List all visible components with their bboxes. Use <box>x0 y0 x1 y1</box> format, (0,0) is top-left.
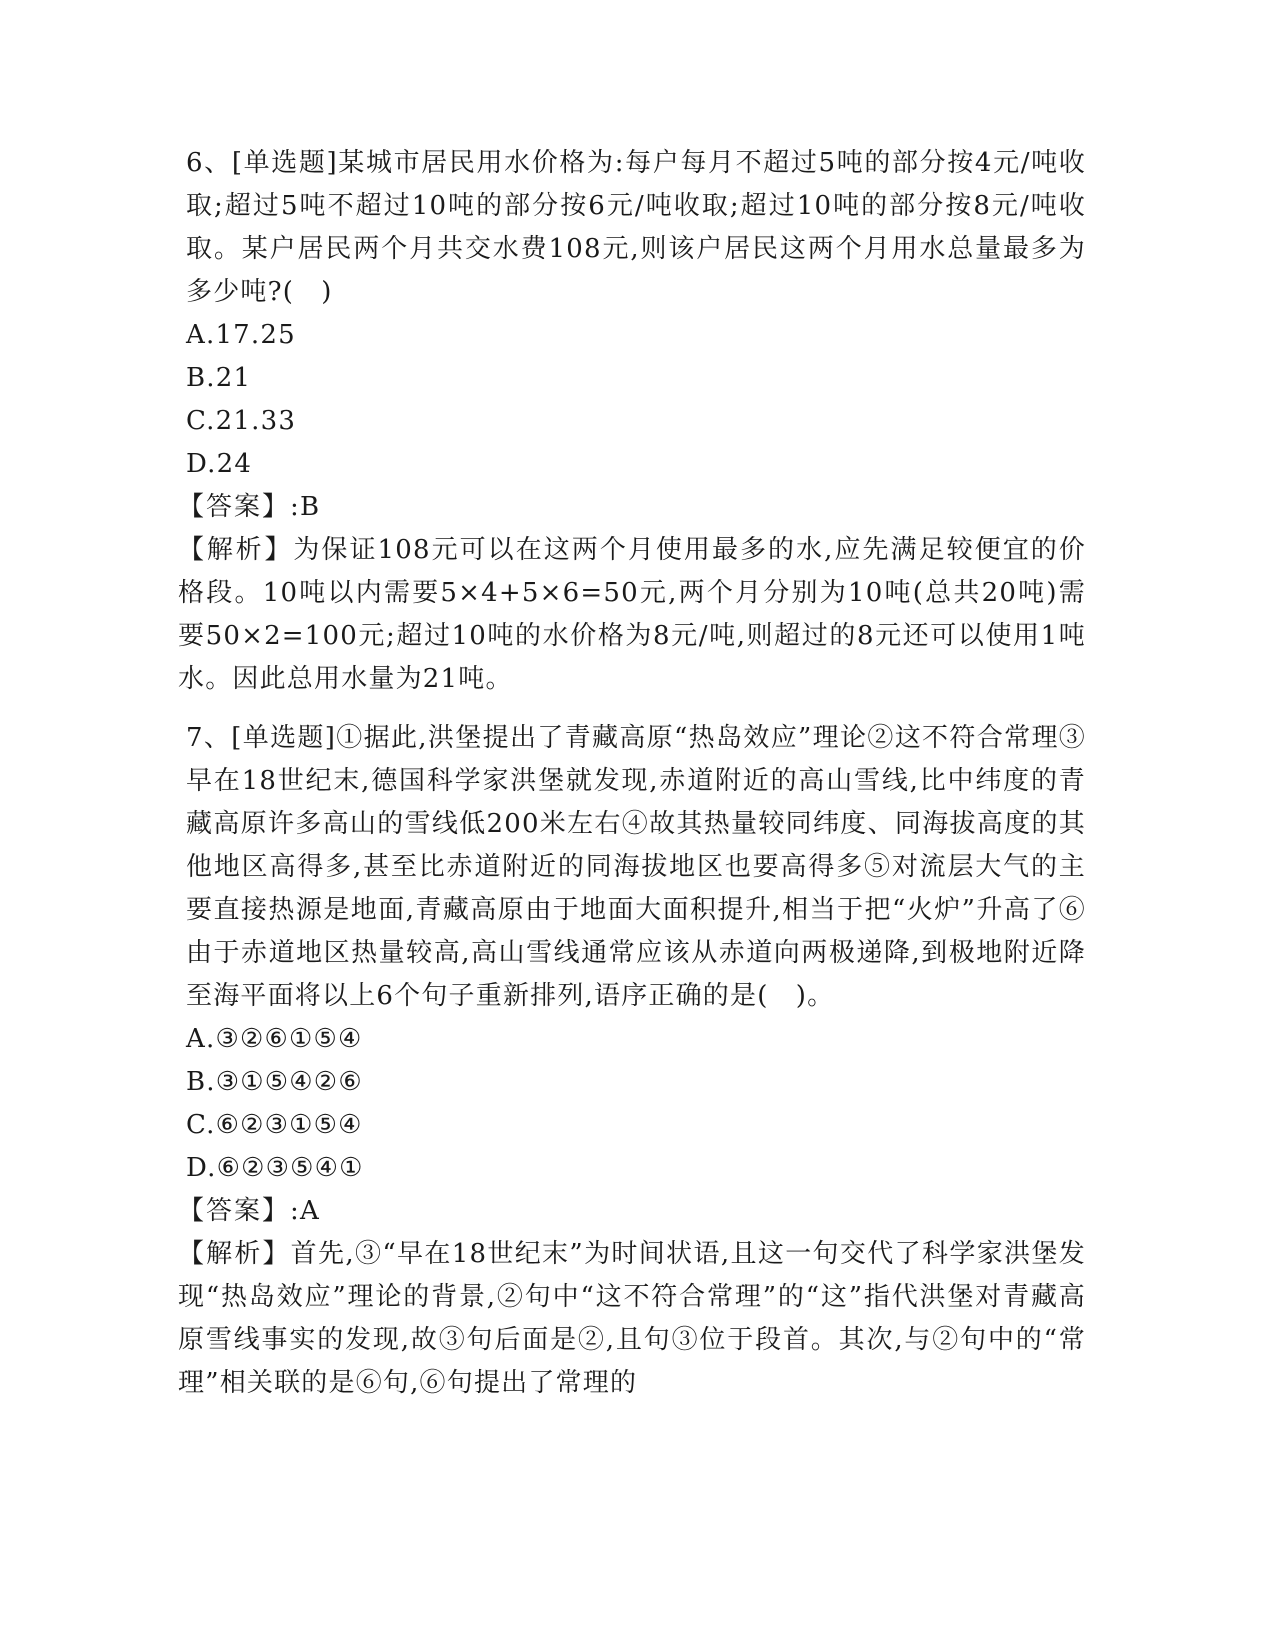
question-stem: 6、[单选题]某城市居民用水价格为:每户每月不超过5吨的部分按4元/吨收取;超过5吨不超过10吨的部分按6元/吨收取;超过10吨的部分按8元/吨收取。某户居民两个月共交水费108元,则该户居民这两个月用水总量最多为多少吨?( ) <box>186 148 1086 307</box>
question-7 <box>178 717 1086 1405</box>
explanation-text: 为保证108元可以在这两个月使用最多的水,应先满足较便宜的价格段。10吨以内需要5×4+5×6=50元,两个月分别为10吨(总共20吨)需要50×2=100元;超过10吨的水价格为8元/吨,则超过的8元还可以使用1吨水。因此总用水量为21吨。 <box>178 535 1086 694</box>
option-d: D.⑥②③⑤④① <box>186 1153 364 1183</box>
option-a: A.17.25 <box>186 320 296 350</box>
option-a: A.③②⑥①⑤④ <box>186 1024 363 1054</box>
answer-value: A <box>299 1196 320 1226</box>
answer-label: 【答案】 <box>178 492 291 522</box>
option-c: C.⑥②③①⑤④ <box>186 1110 363 1140</box>
question-stem: 7、[单选题]①据此,洪堡提出了青藏高原“热岛效应”理论②这不符合常理③早在18世纪末,德国科学家洪堡就发现,赤道附近的高山雪线,比中纬度的青藏高原许多高山的雪线低200米左右④故其热量较同纬度、同海拔高度的其他地区高得多,甚至比赤道附近的同海拔地区也要高得多⑤对流层大气的主要直接热源是地面,青藏高原由于地面大面积提升,相当于把“火炉”升高了⑥由于赤道地区热量较高,高山雪线通常应该从赤道向两极递降,到极地附近降至海平面将以上6个句子重新排列,语序正确的是( )。 <box>186 723 1086 1011</box>
document-page <box>178 142 1086 1405</box>
answer-line <box>178 486 1086 529</box>
option-b: B.21 <box>186 363 252 393</box>
question-6 <box>178 142 1086 701</box>
option-b: B.③①⑤④②⑥ <box>186 1067 363 1097</box>
answer-separator: : <box>290 1196 300 1226</box>
answer-label: 【答案】 <box>178 1196 291 1226</box>
option-d: D.24 <box>186 449 253 479</box>
explanation <box>178 1233 1086 1405</box>
option-c: C.21.33 <box>186 406 297 436</box>
answer-line <box>178 1190 1086 1233</box>
answer-separator: : <box>290 492 300 522</box>
explanation-text: 首先,③“早在18世纪末”为时间状语,且这一句交代了科学家洪堡发现“热岛效应”理论的背景,②句中“这不符合常理”的“这”指代洪堡对青藏高原雪线事实的发现,故③句后面是②,且句③位于段首。其次,与②句中的“常理”相关联的是⑥句,⑥句提出了常理的 <box>178 1239 1086 1398</box>
explanation <box>178 529 1086 701</box>
explanation-label: 【解析】 <box>178 535 294 565</box>
explanation-label: 【解析】 <box>178 1239 291 1269</box>
answer-value: B <box>299 492 321 522</box>
